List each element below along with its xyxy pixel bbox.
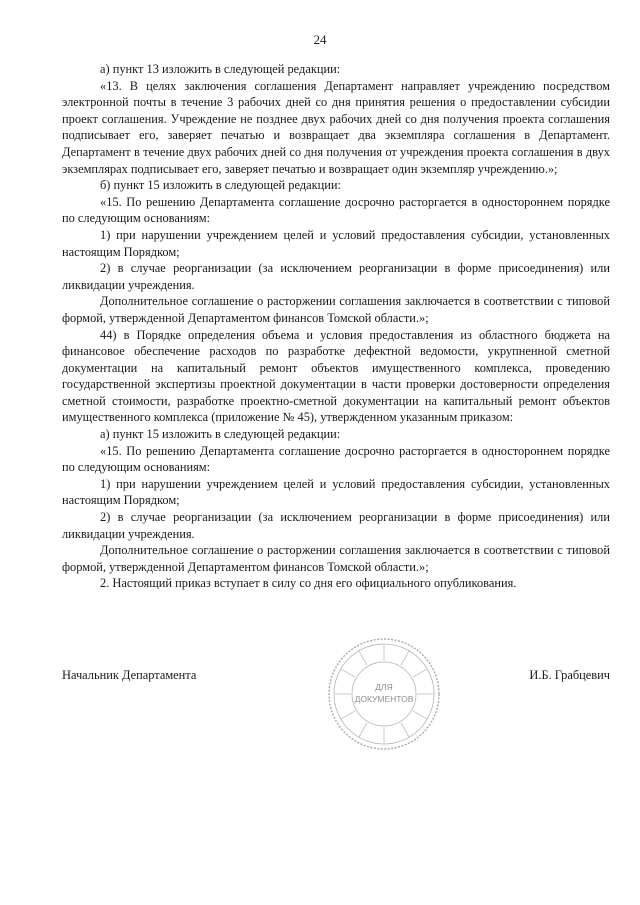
paragraph-item-15-text-second: «15. По решению Департамента соглашение досрочно расторгается в одностороннем порядке по следующим основаниям: — [62, 443, 610, 475]
paragraph-ground-2-second: 2) в случае реорганизации (за исключением реорганизации в форме присоединения) или ликвидации учреждения. — [62, 510, 610, 541]
paragraph-additional-agreement-second: Дополнительное соглашение о расторжении соглашения заключается в соответствии с типовой формой, утвержденной Департаментом финансов Томской области.»; — [62, 543, 610, 574]
paragraph-entry-into-force: 2. Настоящий приказ вступает в силу со дня его официального опубликования. — [100, 576, 517, 591]
signatory-title: Начальник Департамента — [62, 668, 197, 682]
paragraph-amend-item-13: а) пункт 13 изложить в следующей редакции: — [100, 62, 341, 76]
page-number: 24 — [313, 32, 327, 47]
paragraph-ground-1: 1) при нарушении учреждением целей и условий предоставления субсидии, установленных настоящим Порядком; — [62, 227, 610, 259]
paragraph-item-44: 44) в Порядке определения объема и условия предоставления из областного бюджета на финансовое обеспечение расходов по разработке дефектной ведомости, укрупненной сметной документации на капитальный ремонт объектов имущественного комплекса, проведению государственной экспертизы проектной документации в части проверки достоверности определения сметной стоимости, разработке проектно-сметной документации на капитальный ремонт объектов имущественного комплекса (приложение № 45), утвержденном указанным приказом: — [62, 327, 610, 425]
official-stamp — [326, 636, 442, 752]
paragraph-ground-1-second: 1) при нарушении учреждением целей и условий предоставления субсидии, установленных настоящим Порядком; — [62, 476, 610, 508]
paragraph-amend-item-15: б) пункт 15 изложить в следующей редакции: — [100, 178, 341, 193]
stamp-line-2: ДОКУМЕНТОВ — [354, 694, 414, 704]
paragraph-additional-agreement: Дополнительное соглашение о расторжении соглашения заключается в соответствии с типовой формой, утвержденной Департаментом финансов Томской области.»; — [62, 294, 610, 325]
signatory-name: И.Б. Грабцевич — [529, 668, 610, 682]
document-body — [62, 61, 610, 592]
paragraph-item-13-text: «13. В целях заключения соглашения Департамент направляет учреждению посредством электронной почты в течение 3 рабочих дней со дня принятия решения о предоставлении субсидии проект соглашения. Учреждение не позднее двух рабочих дней со дня получения проекта соглашения подписывает его, заверяет печатью и возвращает два экземпляра соглашения в Департамент. Департамент в течение двух рабочих дней со дня получения от учреждения проекта соглашения в двух экземплярах подписывает его, заверяет печатью и возвращает один экземпляр учреждению.»; — [62, 78, 610, 176]
stamp-line-1: ДЛЯ — [375, 682, 393, 692]
paragraph-amend-item-15-second: а) пункт 15 изложить в следующей редакции: — [100, 427, 341, 442]
paragraph-ground-2: 2) в случае реорганизации (за исключением реорганизации в форме присоединения) или ликвидации учреждения. — [62, 261, 610, 292]
paragraph-item-15-text: «15. По решению Департамента соглашение досрочно расторгается в одностороннем порядке по следующим основаниям: — [62, 194, 610, 226]
